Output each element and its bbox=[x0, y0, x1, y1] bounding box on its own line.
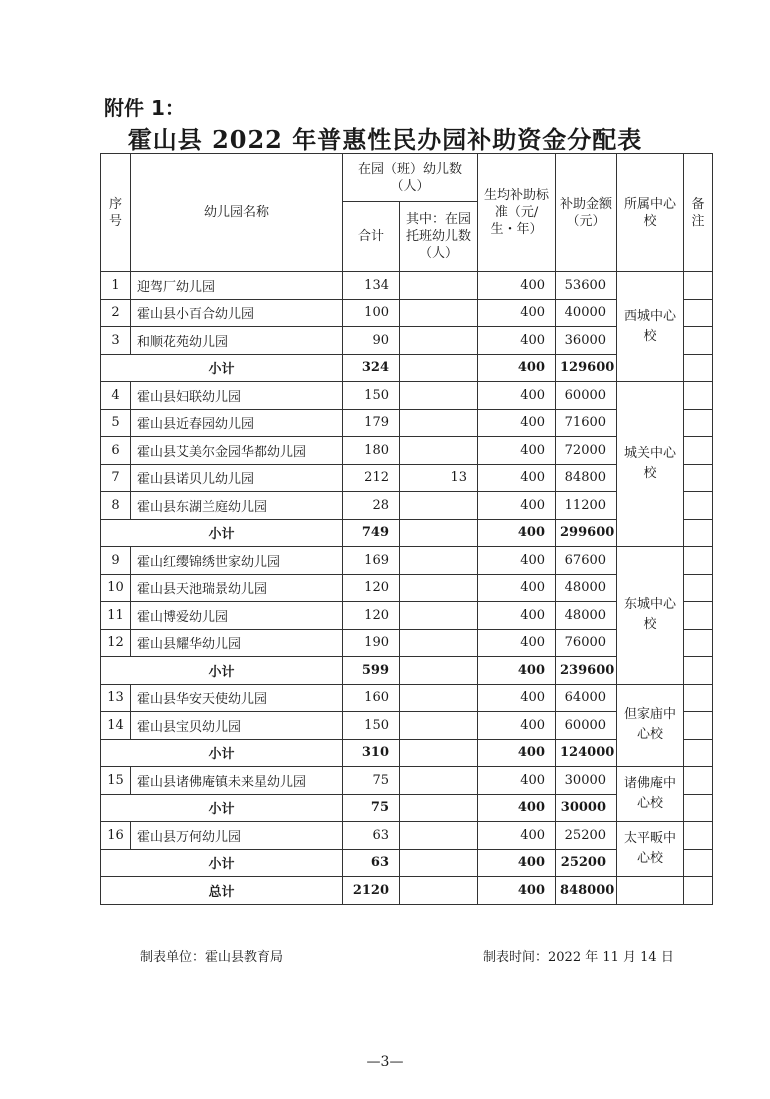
enrolled-total: 90 bbox=[343, 327, 400, 355]
remark-cell bbox=[684, 877, 713, 905]
remark-cell bbox=[684, 299, 713, 327]
kindergarten-name: 霍山红缨锦绣世家幼儿园 bbox=[131, 547, 343, 575]
remark-cell bbox=[684, 354, 713, 382]
subsidy-amount: 11200 bbox=[556, 492, 617, 520]
subtotal-label: 小计 bbox=[101, 354, 343, 382]
subtotal-nursery bbox=[400, 794, 478, 822]
subsidy-standard: 400 bbox=[478, 712, 556, 740]
nursery-count bbox=[400, 767, 478, 795]
subtotal-nursery bbox=[400, 354, 478, 382]
table-body bbox=[101, 154, 713, 905]
kindergarten-name: 霍山县万何幼儿园 bbox=[131, 822, 343, 850]
center-school: 太平畈中心校 bbox=[617, 822, 684, 877]
subsidy-standard: 400 bbox=[478, 822, 556, 850]
subsidy-standard: 400 bbox=[478, 629, 556, 657]
grand-total-enrolled: 2120 bbox=[343, 877, 400, 905]
subsidy-amount: 48000 bbox=[556, 602, 617, 630]
remark-cell bbox=[684, 739, 713, 767]
nursery-count bbox=[400, 327, 478, 355]
header-seq: 序号 bbox=[101, 154, 131, 272]
subtotal-standard: 400 bbox=[478, 739, 556, 767]
kindergarten-name: 迎驾厂幼儿园 bbox=[131, 272, 343, 300]
center-school: 东城中心校 bbox=[617, 547, 684, 685]
subsidy-amount: 48000 bbox=[556, 574, 617, 602]
subtotal-standard: 400 bbox=[478, 519, 556, 547]
remark-cell bbox=[684, 657, 713, 685]
subtotal-enrolled: 324 bbox=[343, 354, 400, 382]
subsidy-standard: 400 bbox=[478, 299, 556, 327]
subtotal-label: 小计 bbox=[101, 657, 343, 685]
table-row bbox=[101, 547, 713, 575]
remark-cell bbox=[684, 464, 713, 492]
enrolled-total: 63 bbox=[343, 822, 400, 850]
grand-total-amount: 848000 bbox=[556, 877, 617, 905]
row-number: 5 bbox=[101, 409, 131, 437]
nursery-count bbox=[400, 409, 478, 437]
kindergarten-name: 霍山县诸佛庵镇未来星幼儿园 bbox=[131, 767, 343, 795]
remark-cell bbox=[684, 382, 713, 410]
remark-cell bbox=[684, 822, 713, 850]
remark-cell bbox=[684, 712, 713, 740]
kindergarten-name: 霍山县妇联幼儿园 bbox=[131, 382, 343, 410]
subtotal-enrolled: 749 bbox=[343, 519, 400, 547]
row-number: 14 bbox=[101, 712, 131, 740]
allocation-table bbox=[100, 153, 713, 905]
remark-cell bbox=[684, 794, 713, 822]
grand-total-center bbox=[617, 877, 684, 905]
subsidy-standard: 400 bbox=[478, 492, 556, 520]
row-number: 7 bbox=[101, 464, 131, 492]
row-number: 4 bbox=[101, 382, 131, 410]
subtotal-amount: 299600 bbox=[556, 519, 617, 547]
center-school: 诸佛庵中心校 bbox=[617, 767, 684, 822]
row-number: 2 bbox=[101, 299, 131, 327]
page-number: —3— bbox=[366, 1054, 404, 1070]
subsidy-standard: 400 bbox=[478, 464, 556, 492]
subtotal-amount: 129600 bbox=[556, 354, 617, 382]
subtotal-enrolled: 599 bbox=[343, 657, 400, 685]
nursery-count bbox=[400, 602, 478, 630]
grand-total-standard: 400 bbox=[478, 877, 556, 905]
kindergarten-name: 霍山县东湖兰庭幼儿园 bbox=[131, 492, 343, 520]
table-row bbox=[101, 684, 713, 712]
remark-cell bbox=[684, 574, 713, 602]
header-enrolled: 在园（班）幼儿数（人） bbox=[343, 154, 478, 202]
row-number: 9 bbox=[101, 547, 131, 575]
row-number: 8 bbox=[101, 492, 131, 520]
grand-total-row bbox=[101, 877, 713, 905]
subsidy-standard: 400 bbox=[478, 327, 556, 355]
remark-cell bbox=[684, 327, 713, 355]
subtotal-nursery bbox=[400, 657, 478, 685]
table-row bbox=[101, 272, 713, 300]
row-number: 16 bbox=[101, 822, 131, 850]
nursery-count bbox=[400, 684, 478, 712]
subtotal-nursery bbox=[400, 739, 478, 767]
enrolled-total: 179 bbox=[343, 409, 400, 437]
center-school: 但家庙中心校 bbox=[617, 684, 684, 767]
nursery-count bbox=[400, 629, 478, 657]
row-number: 11 bbox=[101, 602, 131, 630]
enrolled-total: 160 bbox=[343, 684, 400, 712]
row-number: 3 bbox=[101, 327, 131, 355]
header-total: 合计 bbox=[343, 202, 400, 272]
nursery-count bbox=[400, 822, 478, 850]
subsidy-amount: 71600 bbox=[556, 409, 617, 437]
remark-cell bbox=[684, 684, 713, 712]
subsidy-amount: 67600 bbox=[556, 547, 617, 575]
row-number: 10 bbox=[101, 574, 131, 602]
subtotal-enrolled: 310 bbox=[343, 739, 400, 767]
subsidy-amount: 72000 bbox=[556, 437, 617, 465]
enrolled-total: 190 bbox=[343, 629, 400, 657]
header-row-1 bbox=[101, 154, 713, 202]
remark-cell bbox=[684, 602, 713, 630]
kindergarten-name: 霍山县天池瑞景幼儿园 bbox=[131, 574, 343, 602]
enrolled-total: 150 bbox=[343, 382, 400, 410]
remark-cell bbox=[684, 409, 713, 437]
nursery-count bbox=[400, 547, 478, 575]
subtotal-enrolled: 75 bbox=[343, 794, 400, 822]
enrolled-total: 120 bbox=[343, 602, 400, 630]
kindergarten-name: 和顺花苑幼儿园 bbox=[131, 327, 343, 355]
subsidy-standard: 400 bbox=[478, 272, 556, 300]
subtotal-nursery bbox=[400, 519, 478, 547]
subsidy-standard: 400 bbox=[478, 382, 556, 410]
remark-cell bbox=[684, 272, 713, 300]
subtotal-label: 小计 bbox=[101, 794, 343, 822]
subtotal-standard: 400 bbox=[478, 794, 556, 822]
header-amount: 补助金额（元） bbox=[556, 154, 617, 272]
remark-cell bbox=[684, 547, 713, 575]
subtotal-amount: 239600 bbox=[556, 657, 617, 685]
subtotal-standard: 400 bbox=[478, 657, 556, 685]
subsidy-standard: 400 bbox=[478, 767, 556, 795]
subtotal-amount: 30000 bbox=[556, 794, 617, 822]
subsidy-standard: 400 bbox=[478, 409, 556, 437]
row-number: 6 bbox=[101, 437, 131, 465]
center-school: 西城中心校 bbox=[617, 272, 684, 382]
row-number: 1 bbox=[101, 272, 131, 300]
subtotal-label: 小计 bbox=[101, 849, 343, 877]
subsidy-amount: 36000 bbox=[556, 327, 617, 355]
subtotal-standard: 400 bbox=[478, 849, 556, 877]
subsidy-amount: 76000 bbox=[556, 629, 617, 657]
remark-cell bbox=[684, 437, 713, 465]
header-center: 所属中心校 bbox=[617, 154, 684, 272]
subsidy-amount: 60000 bbox=[556, 382, 617, 410]
subsidy-amount: 40000 bbox=[556, 299, 617, 327]
made-date: 制表时间：2022 年 11 月 14 日 bbox=[483, 950, 674, 965]
subsidy-amount: 84800 bbox=[556, 464, 617, 492]
attachment-label: 附件 1： bbox=[104, 96, 185, 120]
enrolled-total: 100 bbox=[343, 299, 400, 327]
kindergarten-name: 霍山县近春园幼儿园 bbox=[131, 409, 343, 437]
subsidy-amount: 64000 bbox=[556, 684, 617, 712]
row-number: 13 bbox=[101, 684, 131, 712]
nursery-count bbox=[400, 299, 478, 327]
table-row bbox=[101, 822, 713, 850]
subsidy-standard: 400 bbox=[478, 547, 556, 575]
page-title: 霍山县 2022 年普惠性民办园补助资金分配表 bbox=[127, 125, 643, 154]
kindergarten-name: 霍山县耀华幼儿园 bbox=[131, 629, 343, 657]
subsidy-standard: 400 bbox=[478, 574, 556, 602]
subsidy-standard: 400 bbox=[478, 684, 556, 712]
subtotal-label: 小计 bbox=[101, 519, 343, 547]
subtotal-standard: 400 bbox=[478, 354, 556, 382]
subtotal-enrolled: 63 bbox=[343, 849, 400, 877]
nursery-count bbox=[400, 492, 478, 520]
row-number: 12 bbox=[101, 629, 131, 657]
nursery-count bbox=[400, 574, 478, 602]
enrolled-total: 120 bbox=[343, 574, 400, 602]
enrolled-total: 75 bbox=[343, 767, 400, 795]
enrolled-total: 212 bbox=[343, 464, 400, 492]
nursery-count bbox=[400, 437, 478, 465]
subtotal-amount: 25200 bbox=[556, 849, 617, 877]
enrolled-total: 28 bbox=[343, 492, 400, 520]
row-number: 15 bbox=[101, 767, 131, 795]
grand-total-label: 总计 bbox=[101, 877, 343, 905]
grand-total-nursery bbox=[400, 877, 478, 905]
kindergarten-name: 霍山博爱幼儿园 bbox=[131, 602, 343, 630]
remark-cell bbox=[684, 492, 713, 520]
nursery-count bbox=[400, 712, 478, 740]
maker-unit: 制表单位：霍山县教育局 bbox=[140, 950, 284, 965]
nursery-count bbox=[400, 382, 478, 410]
remark-cell bbox=[684, 849, 713, 877]
header-name: 幼儿园名称 bbox=[131, 154, 343, 272]
remark-cell bbox=[684, 629, 713, 657]
enrolled-total: 150 bbox=[343, 712, 400, 740]
table-row bbox=[101, 382, 713, 410]
subsidy-amount: 30000 bbox=[556, 767, 617, 795]
header-standard: 生均补助标准（元/生・年） bbox=[478, 154, 556, 272]
subsidy-amount: 25200 bbox=[556, 822, 617, 850]
subsidy-amount: 53600 bbox=[556, 272, 617, 300]
remark-cell bbox=[684, 519, 713, 547]
enrolled-total: 134 bbox=[343, 272, 400, 300]
kindergarten-name: 霍山县小百合幼儿园 bbox=[131, 299, 343, 327]
center-school: 城关中心校 bbox=[617, 382, 684, 547]
nursery-count bbox=[400, 272, 478, 300]
kindergarten-name: 霍山县艾美尔金园华都幼儿园 bbox=[131, 437, 343, 465]
subsidy-standard: 400 bbox=[478, 437, 556, 465]
table-row bbox=[101, 767, 713, 795]
nursery-count: 13 bbox=[400, 464, 478, 492]
header-remark: 备注 bbox=[684, 154, 713, 272]
kindergarten-name: 霍山县诺贝儿幼儿园 bbox=[131, 464, 343, 492]
enrolled-total: 180 bbox=[343, 437, 400, 465]
kindergarten-name: 霍山县华安天使幼儿园 bbox=[131, 684, 343, 712]
kindergarten-name: 霍山县宝贝幼儿园 bbox=[131, 712, 343, 740]
subsidy-amount: 60000 bbox=[556, 712, 617, 740]
header-nursery: 其中：在园托班幼儿数（人） bbox=[400, 202, 478, 272]
subtotal-label: 小计 bbox=[101, 739, 343, 767]
subtotal-nursery bbox=[400, 849, 478, 877]
remark-cell bbox=[684, 767, 713, 795]
subsidy-standard: 400 bbox=[478, 602, 556, 630]
subtotal-amount: 124000 bbox=[556, 739, 617, 767]
enrolled-total: 169 bbox=[343, 547, 400, 575]
